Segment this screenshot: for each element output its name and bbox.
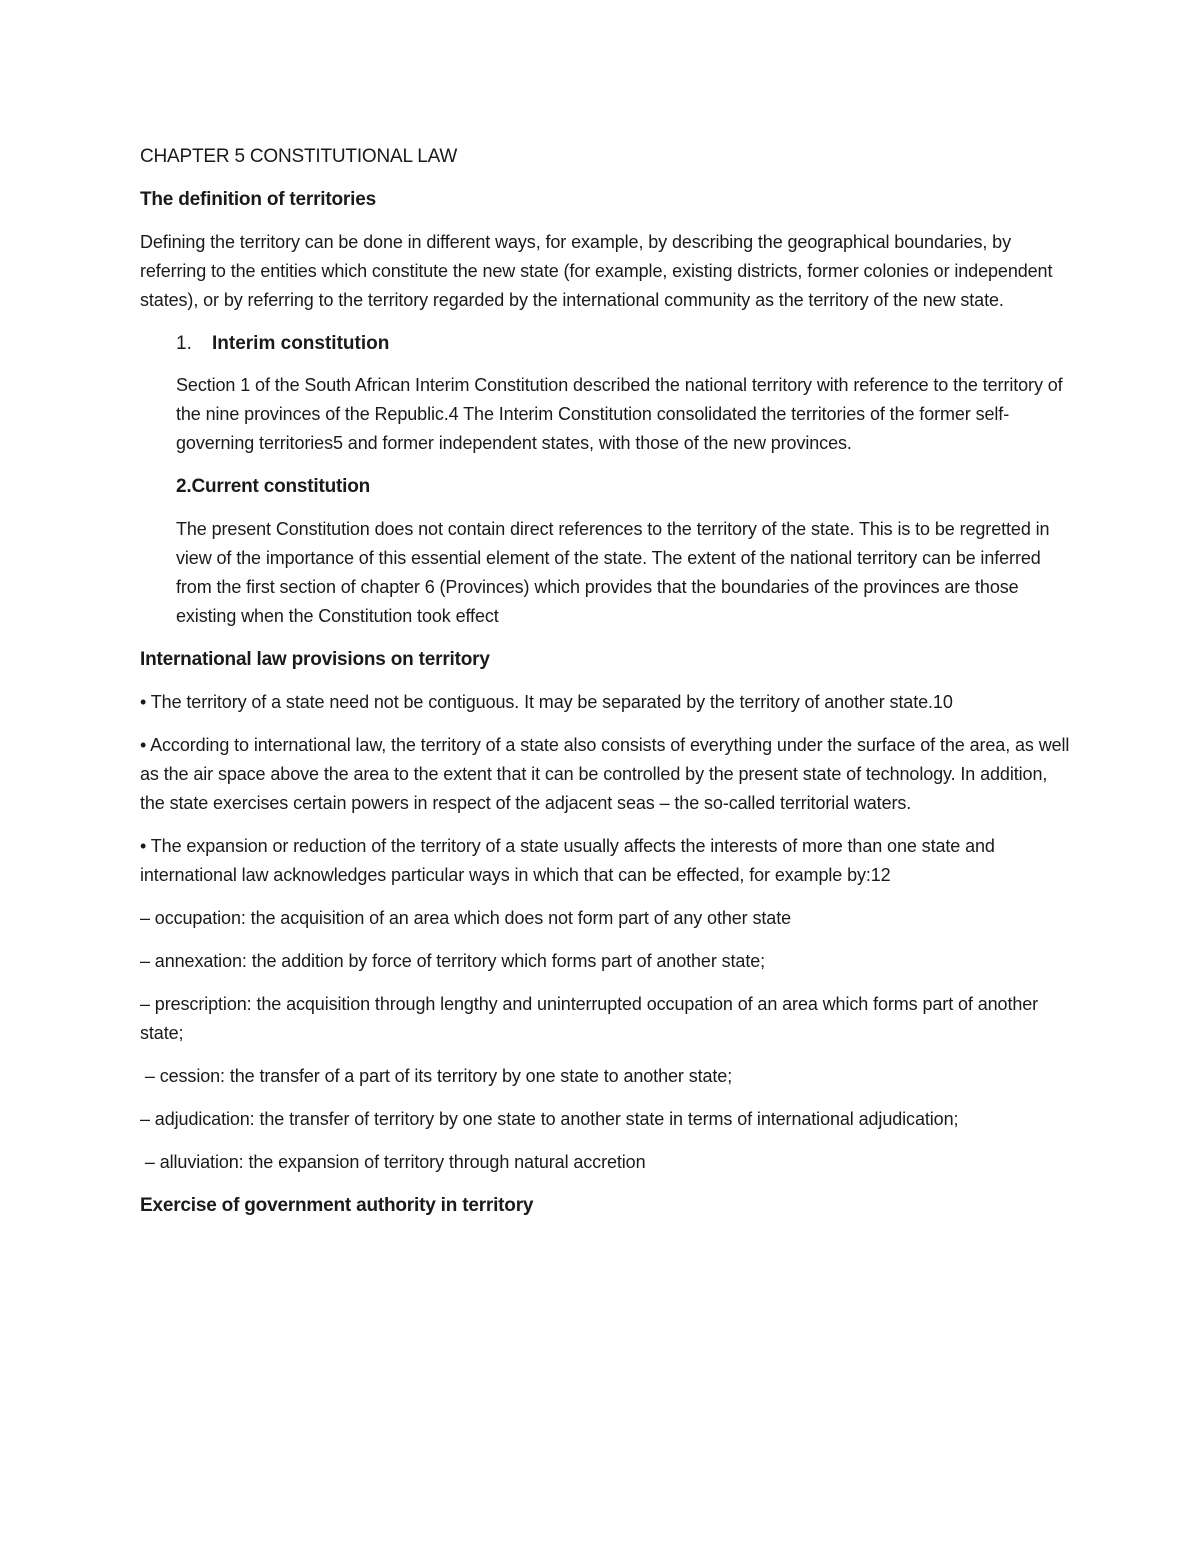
chapter-title: CHAPTER 5 CONSTITUTIONAL LAW [140,146,458,167]
document-page [140,142,1070,1234]
method-item: – cession: the transfer of a part of its territory by one state to another state; [140,1066,733,1086]
section-1-number: 1. [176,333,192,354]
exercise-heading: Exercise of government authority in territory [140,1195,534,1216]
method-item: – annexation: the addition by force of territory which forms part of another state; [140,951,766,971]
method-item: – alluviation: the expansion of territory through natural accretion [140,1152,646,1172]
definition-paragraph: Defining the territory can be done in different ways, for example, by describing the geographical boundaries, by referring to the entities which constitute the new state (for example, existing districts, former colonies or independent states), or by referring to the territory regarded by the international community as the territory of the new state. [140,232,1053,310]
section-1-paragraph: Section 1 of the South African Interim Constitution described the national territory with reference to the territory of the nine provinces of the Republic.4 The Interim Constitution consolidated the territories of the former self-governing territories5 and former independent states, with those of the new provinces. [176,375,1063,453]
section-1-heading [140,329,1070,358]
definition-heading: The definition of territories [140,189,376,210]
section-2-paragraph: The present Constitution does not contain direct references to the territory of the state. This is to be regretted in view of the importance of this essential element of the state. The extent of the national territory can be inferred from the first section of chapter 6 (Provinces) which provides that the boundaries of the provinces are those existing when the Constitution took effect [176,519,1050,626]
section-2-heading: 2.Current constitution [176,476,371,497]
international-law-heading: International law provisions on territory [140,649,490,670]
method-item: – adjudication: the transfer of territory by one state to another state in terms of international adjudication; [140,1109,959,1129]
bullet-item: • According to international law, the territory of a state also consists of everything under the surface of the area, as well as the air space above the area to the extent that it can be controlled by the present state of technology. In addition, the state exercises certain powers in respect of the adjacent seas – the so-called territorial waters. [140,735,1070,813]
method-item: – occupation: the acquisition of an area which does not form part of any other state [140,908,792,928]
bullet-item: • The territory of a state need not be contiguous. It may be separated by the territory of another state.10 [140,692,953,712]
bullet-item: • The expansion or reduction of the territory of a state usually affects the interests of more than one state and international law acknowledges particular ways in which that can be effected, for example by:12 [140,836,995,885]
method-item: – prescription: the acquisition through lengthy and uninterrupted occupation of an area which forms part of another state; [140,994,1039,1043]
section-1-label: Interim constitution [212,333,390,354]
